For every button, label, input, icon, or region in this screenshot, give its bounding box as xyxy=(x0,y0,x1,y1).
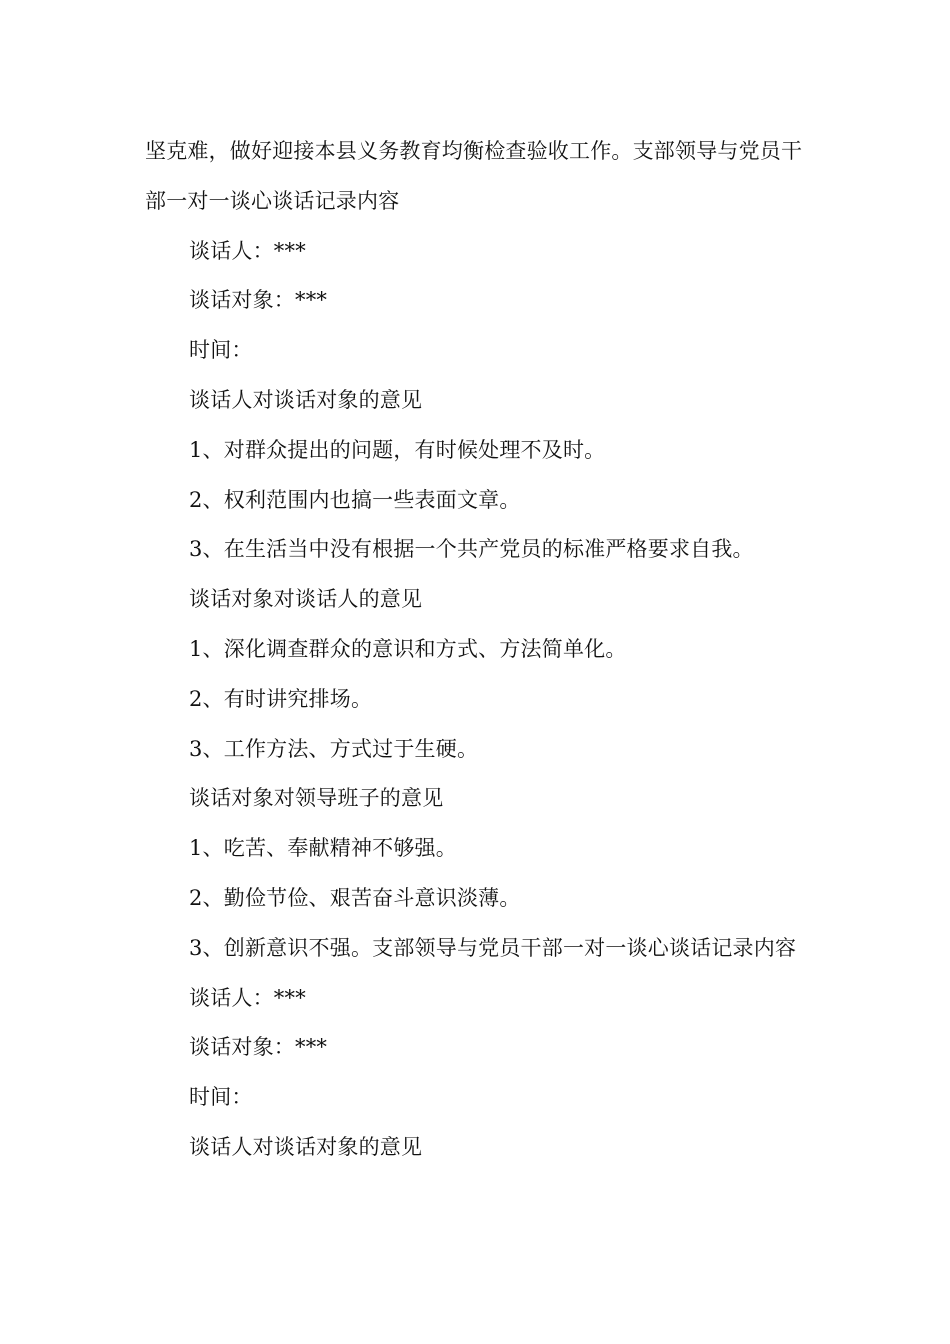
speaker-line: 谈话人：*** xyxy=(189,985,306,1010)
list-item: 2、有时讲究排场。 xyxy=(189,686,373,711)
section-heading: 谈话人对谈话对象的意见 xyxy=(189,387,423,412)
list-item: 3、在生活当中没有根据一个共产党员的标准严格要求自我。 xyxy=(189,537,754,562)
interviewee-line: 谈话对象：*** xyxy=(189,288,328,313)
interviewee-line: 谈话对象：*** xyxy=(189,1035,328,1060)
section-heading: 谈话对象对谈话人的意见 xyxy=(189,587,423,612)
time-line: 时间： xyxy=(189,1085,253,1110)
list-item: 3、工作方法、方式过于生硬。 xyxy=(189,736,479,761)
list-item: 1、吃苦、奉献精神不够强。 xyxy=(189,836,457,861)
list-item: 1、深化调查群众的意识和方式、方法简单化。 xyxy=(189,636,627,661)
document-body xyxy=(145,127,815,1173)
speaker-line: 谈话人：*** xyxy=(189,238,306,263)
section-heading: 谈话人对谈话对象的意见 xyxy=(189,1134,423,1159)
paragraph-continuation: 坚克难，做好迎接本县义务教育均衡检查验收工作。支部领导与党员干部一对一谈心谈话记录内容 xyxy=(145,139,803,213)
section-heading: 谈话对象对领导班子的意见 xyxy=(189,786,444,811)
list-item: 2、勤俭节俭、艰苦奋斗意识淡薄。 xyxy=(189,885,521,910)
list-item: 1、对群众提出的问题，有时候处理不及时。 xyxy=(189,437,606,462)
list-item: 3、创新意识不强。支部领导与党员干部一对一谈心谈话记录内容 xyxy=(189,935,797,960)
list-item: 2、权利范围内也搞一些表面文章。 xyxy=(189,487,521,512)
time-line: 时间： xyxy=(189,338,253,363)
